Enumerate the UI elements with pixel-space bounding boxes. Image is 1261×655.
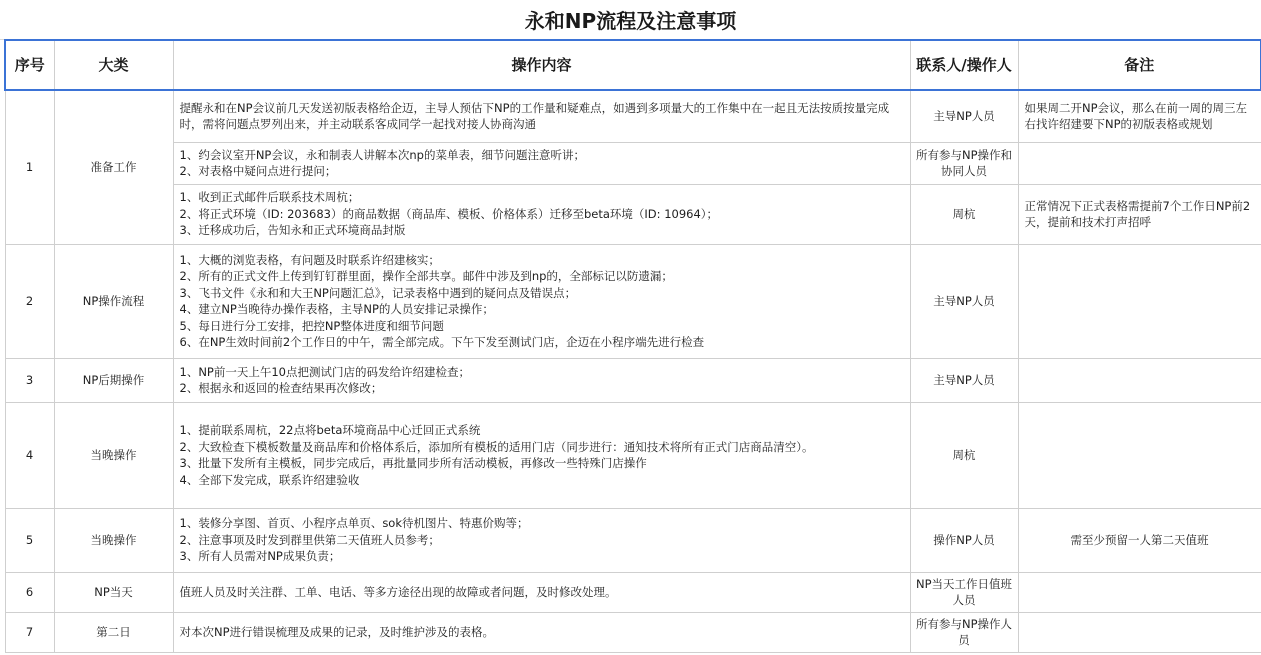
- table-row: [5, 142, 1261, 184]
- cell-note[interactable]: 正常情况下正式表格需提前7个工作日NP前2天，提前和技术打声招呼: [1018, 184, 1261, 244]
- table-row: [5, 572, 1261, 612]
- cell-no[interactable]: 7: [5, 612, 54, 652]
- operation-line: 值班人员及时关注群、工单、电话、等多方途径出现的故障或者问题，及时修改处理。: [179, 584, 617, 599]
- cell-category[interactable]: 当晚操作: [54, 402, 173, 508]
- cell-note[interactable]: [1018, 402, 1261, 508]
- cell-note[interactable]: 需至少预留一人第二天值班: [1018, 508, 1261, 572]
- cell-contact[interactable]: 主导NP人员: [910, 90, 1018, 142]
- table-row: [5, 612, 1261, 652]
- cell-contact[interactable]: 主导NP人员: [910, 244, 1018, 358]
- cell-note[interactable]: 如果周二开NP会议，那么在前一周的周三左右找许绍建要下NP的初版表格或规划: [1018, 90, 1261, 142]
- operation-line: 4、建立NP当晚待办操作表格，主导NP的人员安排记录操作；: [179, 302, 494, 316]
- operation-line: 3、迁移成功后，告知永和正式环境商品封版: [179, 223, 406, 238]
- cell-note[interactable]: [1018, 612, 1261, 652]
- operation-line: 1、大概的浏览表格，有问题及时联系许绍建核实；: [179, 252, 440, 267]
- cell-no[interactable]: 4: [5, 402, 54, 508]
- cell-note[interactable]: [1018, 244, 1261, 358]
- cell-operation[interactable]: [173, 402, 910, 508]
- operation-line: 2、大致检查下模板数量及商品库和价格体系后，添加所有模板的适用门店（同步进行：通知技术将所有正式门店商品清空）。: [179, 439, 814, 454]
- operation-line: 1、装修分享图、首页、小程序点单页、sok待机图片、特惠价购等；: [179, 516, 529, 531]
- operation-line: 1、提前联系周杭，22点将beta环境商品中心迁回正式系统: [179, 423, 481, 437]
- cell-contact[interactable]: 周杭: [910, 402, 1018, 508]
- cell-no[interactable]: 6: [5, 572, 54, 612]
- cell-operation[interactable]: [173, 358, 910, 402]
- operation-line: 1、约会议室开NP会议，永和制表人讲解本次np的菜单表，细节问题注意听讲；: [179, 147, 585, 162]
- header-no[interactable]: 序号: [5, 40, 54, 90]
- cell-category[interactable]: 当晚操作: [54, 508, 173, 572]
- table-row: [5, 402, 1261, 508]
- table-row: [5, 358, 1261, 402]
- process-table: [4, 39, 1261, 653]
- table-row: [5, 508, 1261, 572]
- cell-category[interactable]: 准备工作: [54, 90, 173, 244]
- cell-note[interactable]: [1018, 358, 1261, 402]
- operation-line: 对本次NP进行错误梳理及成果的记录，及时维护涉及的表格。: [179, 624, 495, 639]
- cell-operation[interactable]: [173, 508, 910, 572]
- operation-line: 3、飞书文件《永和和大王NP问题汇总》，记录表格中遇到的疑问点及错误点；: [179, 285, 577, 300]
- cell-operation[interactable]: [173, 572, 910, 612]
- cell-category[interactable]: NP后期操作: [54, 358, 173, 402]
- cell-operation[interactable]: [173, 244, 910, 358]
- operation-line: 2、将正式环境（ID: 203683）的商品数据（商品库、模板、价格体系）迁移至beta环境（ID: 10964）；: [179, 206, 719, 221]
- operation-line: 5、每日进行分工安排，把控NP整体进度和细节问题: [179, 318, 444, 333]
- cell-operation[interactable]: [173, 142, 910, 184]
- cell-category[interactable]: NP操作流程: [54, 244, 173, 358]
- operation-line: 4、全部下发完成，联系许绍建验收: [179, 472, 360, 487]
- operation-line: 1、收到正式邮件后联系技术周杭；: [179, 190, 360, 205]
- cell-no[interactable]: 2: [5, 244, 54, 358]
- table-row: [5, 184, 1261, 244]
- operation-line: 提醒永和在NP会议前几天发送初版表格给企迈，主导人预估下NP的工作量和疑难点，如遇到多项量大的工作集中在一起且无法按质按量完成时，需将问题点罗列出来，并主动联系客成同学一起找对接人协商沟通: [179, 100, 890, 132]
- cell-operation[interactable]: [173, 184, 910, 244]
- operation-line: 2、根据永和返回的检查结果再次修改；: [179, 381, 383, 395]
- cell-no[interactable]: 5: [5, 508, 54, 572]
- operation-line: 2、对表格中疑问点进行提问；: [179, 164, 337, 178]
- table-row: [5, 90, 1261, 142]
- cell-note[interactable]: [1018, 142, 1261, 184]
- operation-line: 2、注意事项及时发到群里供第二天值班人员参考；: [179, 532, 440, 547]
- cell-operation[interactable]: [173, 90, 910, 142]
- sheet-title: 永和NP流程及注意事项: [0, 0, 1261, 40]
- cell-contact[interactable]: 主导NP人员: [910, 358, 1018, 402]
- operation-line: 3、所有人员需对NP成果负责；: [179, 549, 341, 564]
- cell-no[interactable]: 3: [5, 358, 54, 402]
- cell-note[interactable]: [1018, 572, 1261, 612]
- cell-category[interactable]: NP当天: [54, 572, 173, 612]
- cell-contact[interactable]: 所有参与NP操作人员: [910, 612, 1018, 652]
- operation-line: 1、NP前一天上午10点把测试门店的码发给许绍建检查；: [179, 364, 470, 379]
- cell-contact[interactable]: NP当天工作日值班人员: [910, 572, 1018, 612]
- cell-contact[interactable]: 周杭: [910, 184, 1018, 244]
- operation-line: 3、批量下发所有主模板，同步完成后，再批量同步所有活动模板，再修改一些特殊门店操作: [179, 456, 647, 470]
- cell-operation[interactable]: [173, 612, 910, 652]
- operation-line: 2、所有的正式文件上传到钉钉群里面，操作全部共享。邮件中涉及到np的，全部标记以防遗漏；: [179, 269, 673, 283]
- cell-contact[interactable]: 所有参与NP操作和协同人员: [910, 142, 1018, 184]
- operation-line: 6、在NP生效时间前2个工作日的中午，需全部完成。下午下发至测试门店，企迈在小程序端先进行检查: [179, 335, 705, 349]
- header-note[interactable]: 备注: [1018, 40, 1261, 90]
- header-operation[interactable]: 操作内容: [173, 40, 910, 90]
- header-row: [5, 40, 1261, 90]
- cell-category[interactable]: 第二日: [54, 612, 173, 652]
- cell-contact[interactable]: 操作NP人员: [910, 508, 1018, 572]
- cell-no[interactable]: 1: [5, 90, 54, 244]
- header-contact[interactable]: 联系人/操作人: [910, 40, 1018, 90]
- header-category[interactable]: 大类: [54, 40, 173, 90]
- table-row: [5, 244, 1261, 358]
